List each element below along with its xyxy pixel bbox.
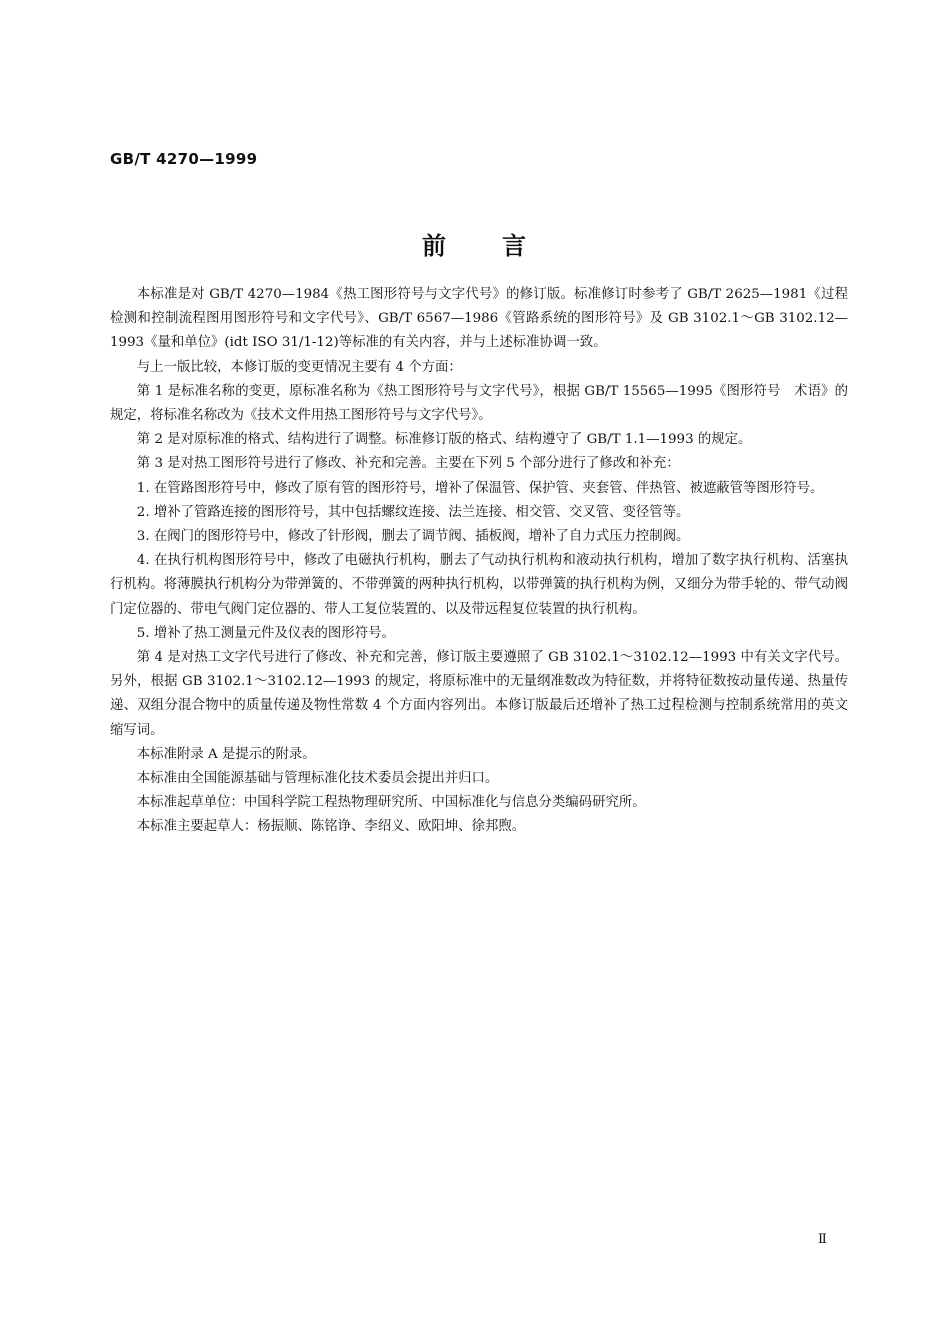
- paragraph: 本标准是对 GB/T 4270—1984《热工图形符号与文字代号》的修订版。标准修订时参考了 GB/T 2625—1981《过程检测和控制流程图用图形符号和文字代号》、GB/T 6567—1986《管路系统的图形符号》及 GB 3102.1～GB 3102.12—1993《量和单位》(idt ISO 31/1-12)等标准的有关内容，并与上述标准协调一致。: [110, 287, 848, 351]
- standard-code: GB/T 4270—1999: [110, 150, 258, 168]
- title-char-1: 前: [422, 232, 448, 260]
- paragraph: 第 3 是对热工图形符号进行了修改、补充和完善。主要在下列 5 个部分进行了修改和补充：: [136, 456, 680, 472]
- list-item: 1. 在管路图形符号中，修改了原有管的图形符号，增补了保温管、保护管、夹套管、伴热管、被遮蔽管等图形符号。: [136, 480, 824, 496]
- list-item: 2. 增补了管路连接的图形符号，其中包括螺纹连接、法兰连接、相交管、交叉管、变径管等。: [136, 504, 690, 520]
- list-item: 3. 在阀门的图形符号中，修改了针形阀，删去了调节阀、插板阀，增补了自力式压力控制阀。: [136, 529, 690, 545]
- list-item: 5. 增补了热工测量元件及仪表的图形符号。: [136, 625, 395, 641]
- paragraph: 本标准附录 A 是提示的附录。: [136, 746, 316, 762]
- paragraph: 本标准起草单位：中国科学院工程热物理研究所、中国标准化与信息分类编码研究所。: [136, 795, 646, 811]
- foreword-body: [110, 283, 848, 840]
- list-item: 4. 在执行机构图形符号中，修改了电磁执行机构，删去了气动执行机构和液动执行机构，增加了数字执行机构、活塞执行机构。将薄膜执行机构分为带弹簧的、不带弹簧的两种执行机构，以带弹簧的执行机构为例，又细分为带手轮的、带气动阀门定位器的、带电气阀门定位器的、带人工复位装置的、以及带远程复位装置的执行机构。: [110, 553, 848, 617]
- paragraph: 第 2 是对原标准的格式、结构进行了调整。标准修订版的格式、结构遵守了 GB/T 1.1—1993 的规定。: [136, 432, 752, 448]
- paragraph: 与上一版比较，本修订版的变更情况主要有 4 个方面：: [136, 359, 462, 375]
- paragraph: 本标准由全国能源基础与管理标准化技术委员会提出并归口。: [136, 771, 499, 787]
- page-title: [0, 226, 950, 261]
- paragraph: 本标准主要起草人：杨振顺、陈铭诤、李绍义、欧阳坤、徐邦煦。: [136, 819, 526, 835]
- title-char-2: 言: [502, 232, 528, 260]
- page-number: Ⅱ: [818, 1232, 827, 1247]
- paragraph: 第 1 是标准名称的变更，原标准名称为《热工图形符号与文字代号》，根据 GB/T 15565—1995《图形符号 术语》的规定，将标准名称改为《技术文件用热工图形符号与文字代号》。: [110, 383, 848, 424]
- paragraph: 第 4 是对热工文字代号进行了修改、补充和完善，修订版主要遵照了 GB 3102.1～3102.12—1993 中有关文字代号。另外，根据 GB 3102.1～3102.12—1993 的规定，将原标准中的无量纲准数改为特征数，并将特征数按动量传递、热量传递、双组分混合物中的质量传递及物性常数 4 个方面内容列出。本修订版最后还增补了热工过程检测与控制系统常用的英文缩写词。: [110, 650, 848, 738]
